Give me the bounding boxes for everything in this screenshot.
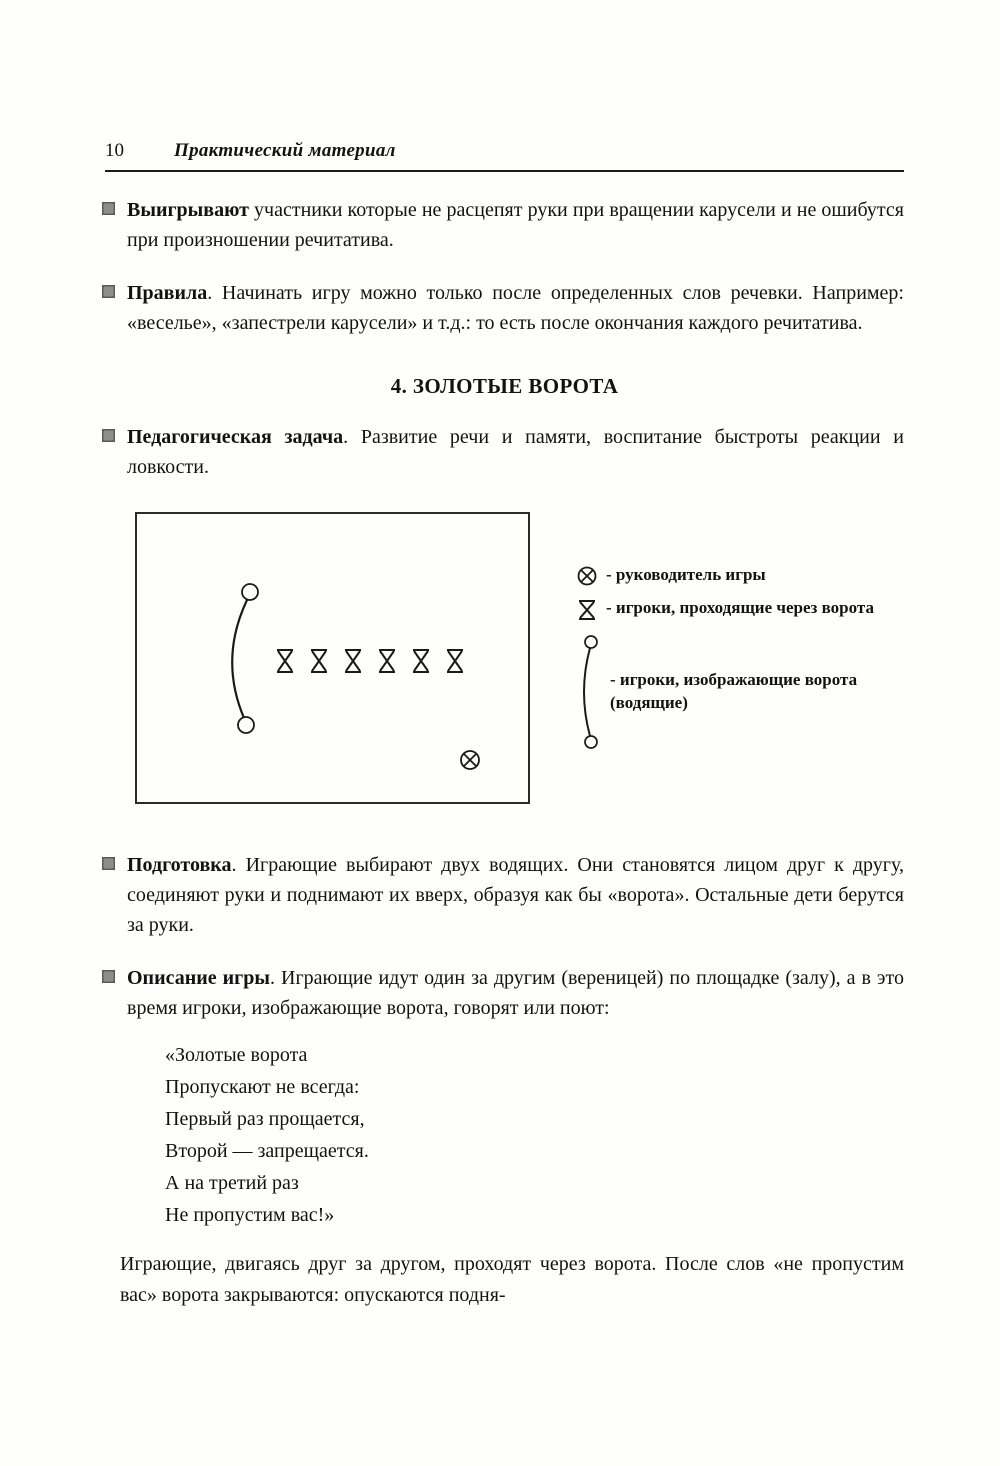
paragraph-description [127, 963, 904, 1023]
paragraph-task [127, 422, 904, 482]
gate-arc-figure [232, 584, 258, 733]
diagram-legend [576, 512, 896, 804]
paragraph-closing: Играющие, двигаясь друг за другом, проходят через ворота. После слов «не пропустим вас» ворота закрываются: опускаются подня- [120, 1253, 904, 1306]
paragraph-text: участники которые не расцепят руки при вращении карусели и не ошибутся при произношении речитатива. [127, 199, 904, 251]
paragraph-text: . Играющие идут один за другим (вереницей) по площадке (залу), а в это время игроки, изображающие ворота, говорят или поют: [127, 967, 904, 1019]
verse-line: Не пропустим вас!» [165, 1204, 335, 1226]
passing-players-row [277, 650, 463, 672]
player-x-icon [413, 650, 429, 672]
bullet-square-icon [102, 429, 115, 442]
game-diagram [135, 512, 530, 804]
player-x-icon [345, 650, 361, 672]
paragraph-winners [127, 195, 904, 255]
paragraph-lead: Правила [127, 282, 208, 304]
legend-label: - руководитель игры [606, 565, 766, 584]
bullet-square-icon [102, 202, 115, 215]
legend-item-leader [576, 564, 896, 587]
paragraph-lead: Педагогическая задача [127, 426, 344, 448]
legend-item-gates [576, 632, 896, 751]
paragraph-text: . Играющие выбирают двух водящих. Они становятся лицом друг к другу, соединяют руки и поднимают их вверх, образуя как бы «ворота». Остальные дети берутся за руки. [127, 854, 904, 936]
paragraph-lead: Описание игры [127, 967, 270, 989]
paragraph-text: . Развитие речи и памяти, воспитание быстроты реакции и ловкости. [127, 426, 904, 478]
paragraph-preparation [127, 850, 904, 940]
verse-line: А на третий раз [165, 1172, 299, 1194]
player-x-icon [576, 598, 598, 622]
running-title: Практический материал [174, 140, 396, 161]
verse-line: Первый раз прощается, [165, 1108, 365, 1130]
player-x-icon [311, 650, 327, 672]
leader-icon [576, 565, 598, 587]
bullet-square-icon [102, 285, 115, 298]
section-heading: 4. ЗОЛОТЫЕ ВОРОТА [390, 374, 619, 398]
paragraph-lead: Подготовка [127, 854, 232, 876]
legend-label: - игроки, проходящие через ворота [606, 598, 874, 617]
leader-icon [461, 751, 479, 769]
paragraph-rules [127, 278, 904, 338]
verse-line: Пропускают не всегда: [165, 1076, 360, 1098]
verse-line: Второй — запрещается. [165, 1140, 369, 1162]
verse-block [165, 1039, 904, 1231]
player-x-icon [379, 650, 395, 672]
page-number: 10 [105, 140, 124, 161]
player-x-icon [277, 650, 293, 672]
game-diagram-section [105, 512, 904, 804]
legend-item-players [576, 597, 896, 622]
verse-line: «Золотые ворота [165, 1044, 308, 1066]
bullet-square-icon [102, 857, 115, 870]
player-x-icon [447, 650, 463, 672]
paragraph-text: . Начинать игру можно только после определенных слов речевки. Например: «веселье», «запестрели карусели» и т.д.: то есть после окончания каждого речитатива. [127, 282, 904, 334]
bullet-square-icon [102, 970, 115, 983]
game-diagram-drawing [137, 514, 528, 802]
paragraph-lead: Выигрывают [127, 199, 249, 221]
legend-label: - игроки, изображающие ворота (водящие) [610, 669, 858, 712]
gate-arc-icon [576, 633, 604, 751]
gate-top-circle [242, 584, 258, 600]
page-header [105, 140, 904, 172]
gate-bottom-circle [238, 717, 254, 733]
